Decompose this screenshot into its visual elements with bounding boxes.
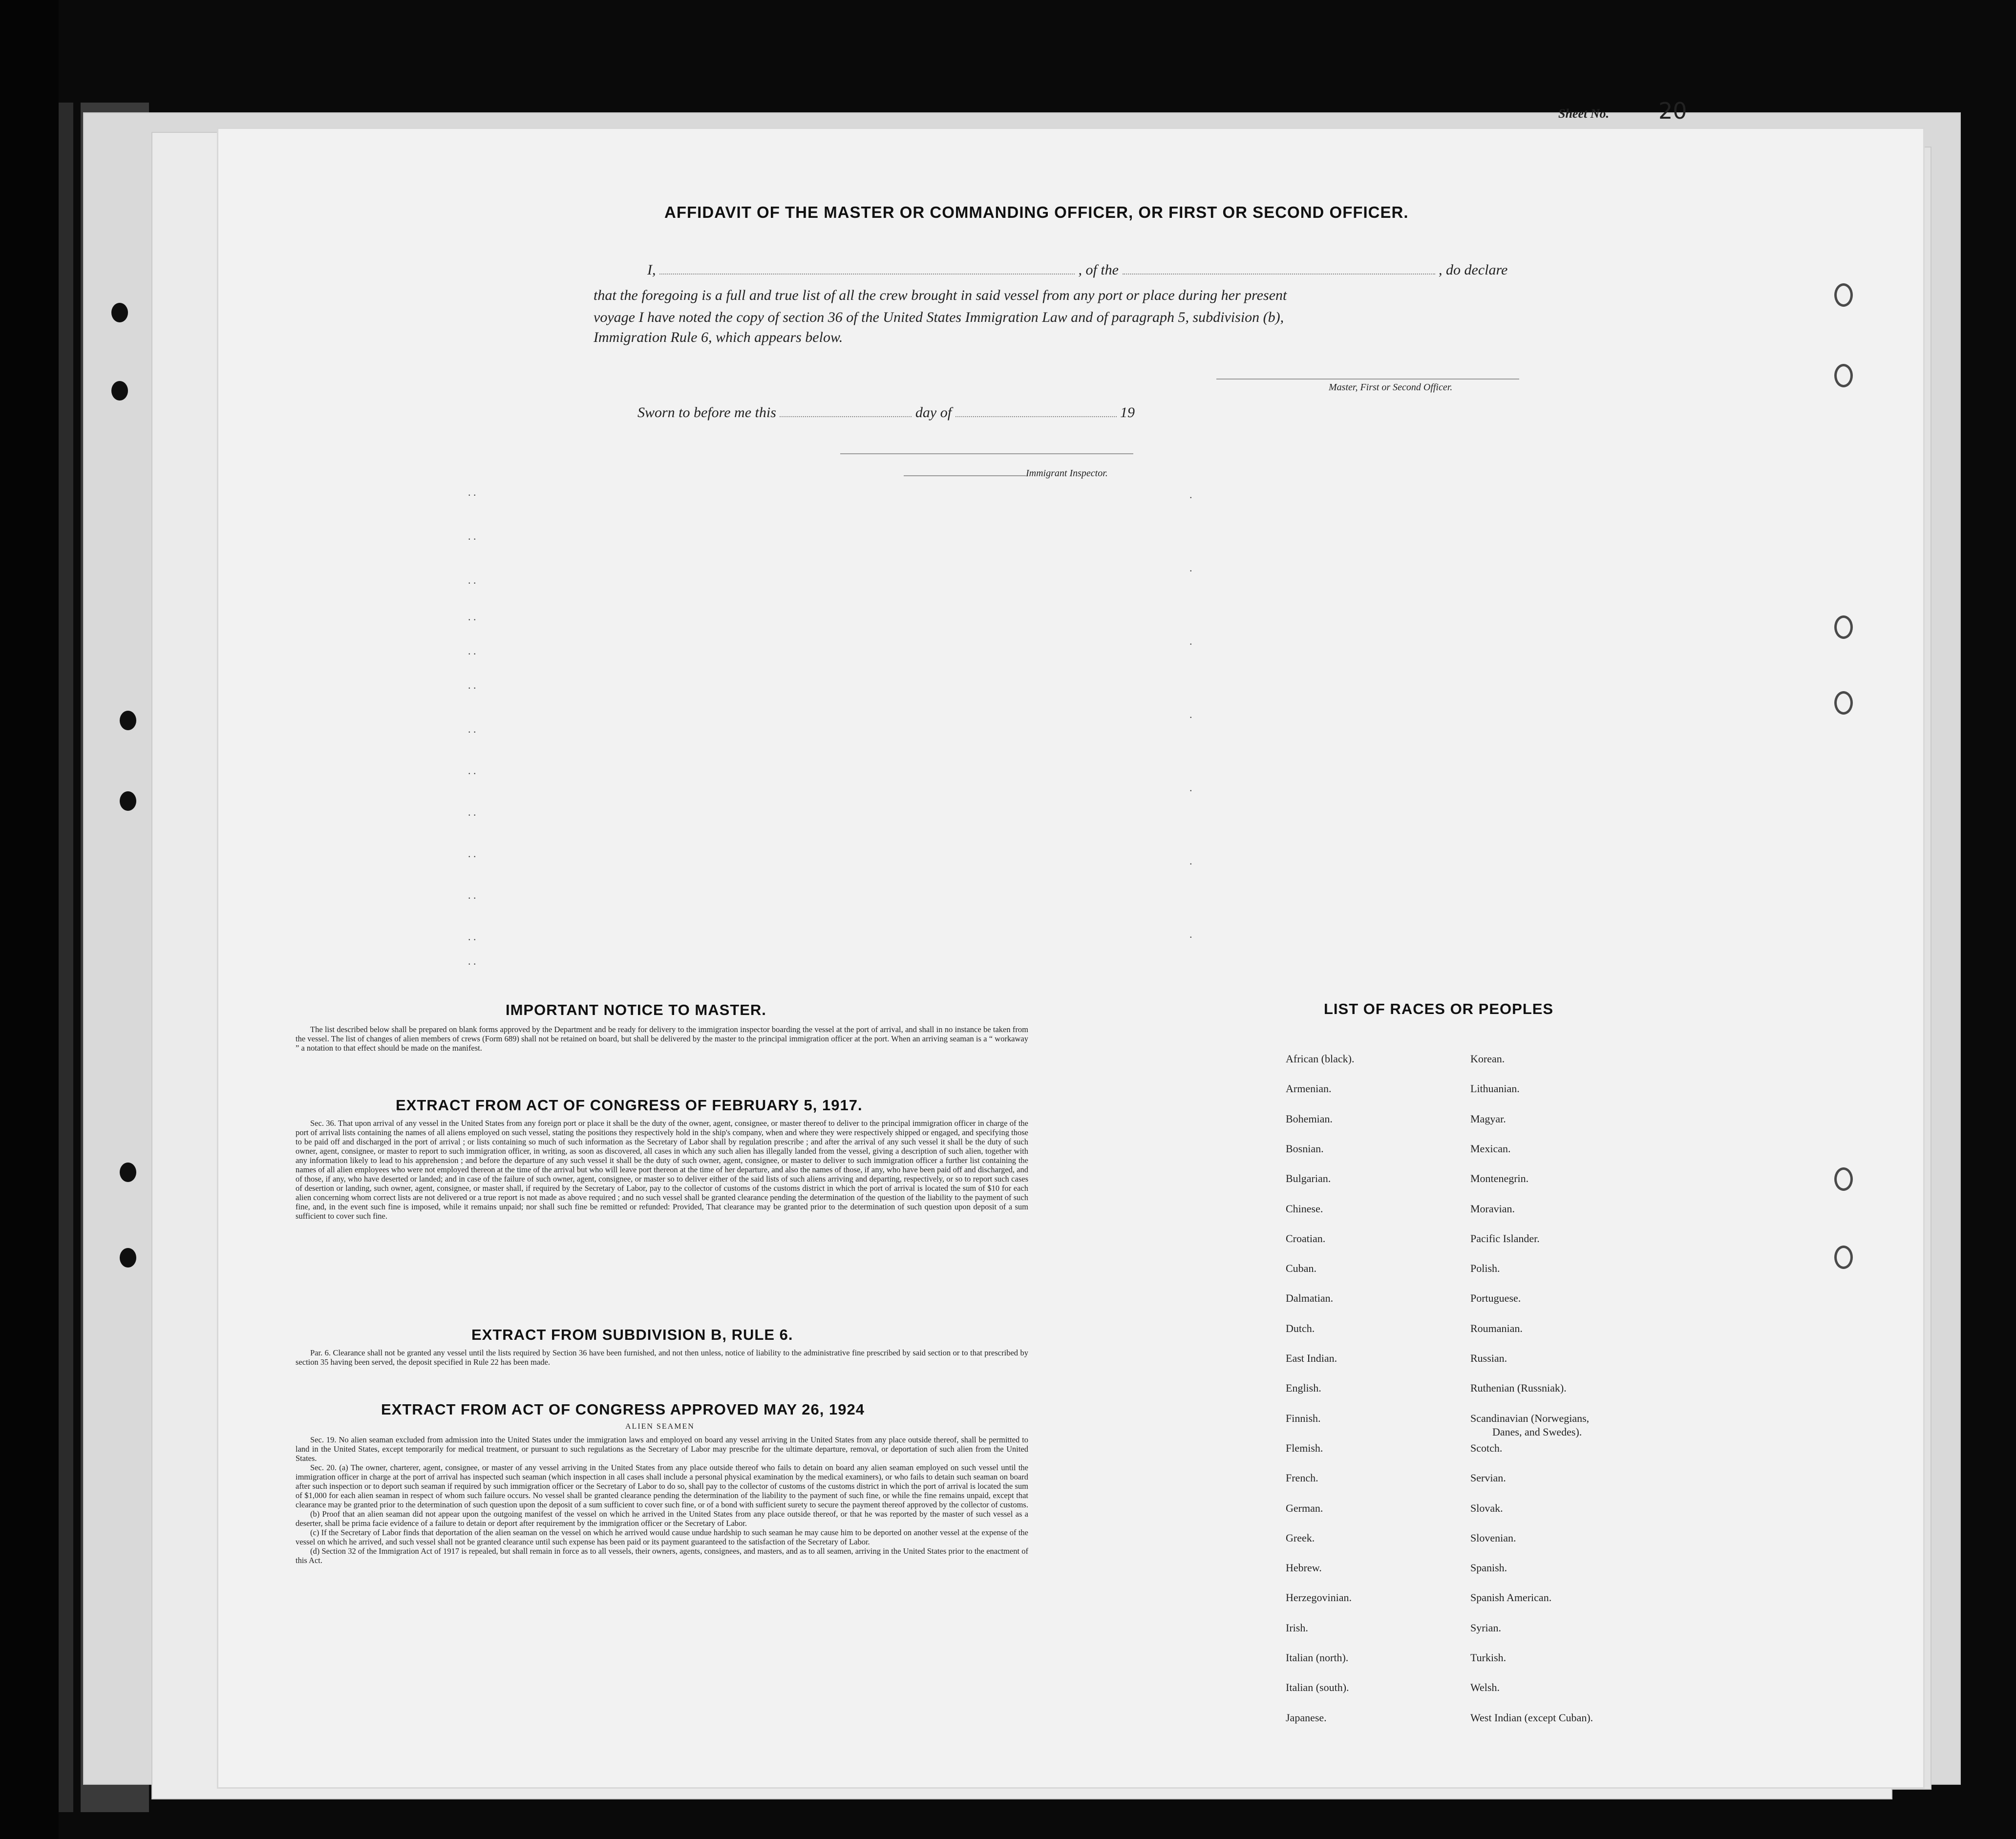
race-item: Cuban. (1286, 1262, 1316, 1274)
race-item: Scotch. (1470, 1442, 1503, 1454)
race-item: Portuguese. (1470, 1292, 1521, 1304)
sworn-month-field[interactable] (955, 416, 1117, 417)
column-dot: . (1189, 855, 1192, 867)
race-item: Montenegrin. (1470, 1172, 1529, 1184)
race-item: West Indian (except Cuban). (1470, 1712, 1593, 1724)
affidavit-i: I, (647, 262, 656, 278)
inspector-signature-label: Immigrant Inspector. (1026, 468, 1108, 479)
punch-hole (1834, 364, 1853, 387)
race-item: Pacific Islander. (1470, 1232, 1540, 1245)
race-item: Ruthenian (Russniak). (1470, 1382, 1567, 1394)
race-item: Moravian. (1470, 1203, 1515, 1215)
race-item: Welsh. (1470, 1681, 1500, 1693)
affidavit-line-4: Immigration Rule 6, which appears below. (594, 329, 843, 345)
column-dot: . (1189, 928, 1192, 940)
sworn-day-field[interactable] (780, 416, 912, 417)
punch-hole (1834, 615, 1853, 639)
punch-hole (111, 381, 128, 401)
race-item: Hebrew. (1286, 1562, 1322, 1574)
punch-hole (120, 1248, 136, 1268)
rule6-paragraph: Par. 6. Clearance shall not be granted any vessel until the lists required by Section 36 have been furnished, and not then unless, notice of liability to the administrative fine prescribed by said section or to that prescribed by section 35 having been served, the deposit specified in Rule 22 has been made. (296, 1348, 1028, 1367)
punch-hole (120, 711, 136, 730)
inspector-signature-line-2[interactable] (904, 475, 1026, 476)
race-item: Roumanian. (1470, 1322, 1523, 1334)
race-item: Magyar. (1470, 1113, 1506, 1125)
race-item: Danes, and Swedes). (1492, 1426, 1582, 1438)
race-item: East Indian. (1286, 1352, 1337, 1364)
column-dot: . . (468, 764, 476, 777)
extract-1924-subtitle: ALIEN SEAMEN (625, 1422, 695, 1431)
column-dot: . . (468, 806, 476, 818)
year-prefix: 19 (1120, 404, 1135, 421)
punch-hole (1834, 691, 1853, 715)
race-item: Russian. (1470, 1352, 1507, 1364)
column-dot: . . (468, 530, 476, 542)
affidavit-of-the: , of the (1078, 262, 1119, 278)
column-dot: . . (468, 611, 476, 623)
column-dot: . (1189, 782, 1192, 794)
race-item: Bohemian. (1286, 1113, 1333, 1125)
race-item: Armenian. (1286, 1082, 1332, 1095)
race-item: Korean. (1470, 1053, 1505, 1065)
column-dot: . . (468, 955, 476, 967)
race-item: Polish. (1470, 1262, 1500, 1274)
affidavit-title: AFFIDAVIT OF THE MASTER OR COMMANDING OFFICER, OR FIRST OR SECOND OFFICER. (664, 203, 1409, 221)
rule6-title: EXTRACT FROM SUBDIVISION B, RULE 6. (471, 1326, 793, 1343)
inspector-signature-line[interactable] (840, 453, 1133, 454)
column-dot: . . (468, 574, 476, 586)
race-item: Greek. (1286, 1532, 1315, 1544)
race-item: German. (1286, 1502, 1323, 1514)
race-item: Italian (north). (1286, 1651, 1349, 1664)
sworn-text: Sworn to before me this (637, 404, 776, 421)
extract-1924-paragraph: Sec. 20. (a) The owner, charterer, agent, consignee, or master of any vessel arriving in the United States from any place outside thereof who fails to detain on board any alien seaman employed on such vessel until the immigration officer in charge at the port of arrival has inspected such seaman (which inspection in all cases shall include a personal physical examination by the medical examiners), or who fails to detain such seaman on board after such inspection or to deport such seaman if required by such immigration officer or the Secretary of Labor to do so, shall pay to the collector of customs of the customs district in which the port of arrival is located the sum of $1,000 for each alien seaman in respect of whom such failure occurs. No vessel shall be granted clearance pending the determination of the liability to the payment of such fine, or while the fine remains unpaid, except that clearance may be granted prior to the determination of such question upon the deposit of a sum sufficient to cover such fine, or of a bond with sufficient surety to secure the payment thereof approved by the collector of customs. (296, 1463, 1028, 1509)
master-signature-line[interactable] (1216, 379, 1519, 380)
column-dot: . (1189, 708, 1192, 720)
rule6-text (296, 1348, 1028, 1367)
affidavit-declare: , do declare (1439, 262, 1508, 278)
punch-hole (111, 303, 128, 322)
column-dot: . . (468, 679, 476, 691)
punch-hole (1834, 1167, 1853, 1191)
race-item: Bosnian. (1286, 1142, 1324, 1155)
affidavit-line-3: voyage I have noted the copy of section 36 of the United States Immigration Law and of paragraph 5, subdivision (b), (594, 309, 1284, 325)
affidavit-line-2: that the foregoing is a full and true list of all the crew brought in said vessel from any port or place during her present (594, 287, 1287, 303)
race-item: Dutch. (1286, 1322, 1315, 1334)
binder-spine (0, 0, 59, 1839)
notice-paragraph: The list described below shall be prepared on blank forms approved by the Department and be ready for delivery to the immigration inspector boarding the vessel at the port of arrival, and shall in no instance be taken from the vessel. The list of changes of alien members of crews (Form 689) shall not be retained on board, but shall be delivered by the master to the principal immigration officer at the port. When an arriving seaman is a “ workaway ” a notation to that effect should be made on the manifest. (296, 1025, 1028, 1053)
race-item: Spanish. (1470, 1562, 1507, 1574)
race-item: Mexican. (1470, 1142, 1511, 1155)
column-dot: . . (468, 645, 476, 657)
vessel-name-field[interactable] (1123, 274, 1435, 275)
column-dot: . . (468, 723, 476, 735)
race-item: Bulgarian. (1286, 1172, 1331, 1184)
sworn-line (637, 404, 1135, 421)
column-dot: . (1189, 562, 1192, 574)
punch-hole (120, 1163, 136, 1182)
notice-title: IMPORTANT NOTICE TO MASTER. (506, 1001, 766, 1018)
extract-1924-paragraph: (d) Section 32 of the Immigration Act of 1917 is repealed, but shall remain in force as to all vessels, their owners, agents, consignees, and masters, and as to all seamen, arriving in the United States prior to the enactment of this Act. (296, 1546, 1028, 1565)
race-item: Dalmatian. (1286, 1292, 1334, 1304)
race-item: Italian (south). (1286, 1681, 1349, 1693)
master-name-field[interactable] (659, 274, 1075, 275)
race-item: Slovenian. (1470, 1532, 1516, 1544)
punch-hole (1834, 283, 1853, 307)
race-item: English. (1286, 1382, 1321, 1394)
extract-1917-text (296, 1119, 1028, 1221)
race-item: Lithuanian. (1470, 1082, 1520, 1095)
extract-1924-text (296, 1435, 1028, 1565)
race-item: French. (1286, 1472, 1318, 1484)
affidavit-line-1 (647, 262, 1507, 278)
punch-hole (120, 791, 136, 811)
binder-strip (59, 103, 73, 1812)
extract-1917-title: EXTRACT FROM ACT OF CONGRESS OF FEBRUARY 5, 1917. (396, 1097, 863, 1114)
extract-1924-title: EXTRACT FROM ACT OF CONGRESS APPROVED MAY 26, 1924 (381, 1401, 865, 1418)
column-dot: . . (468, 889, 476, 901)
extract-1924-paragraph: (b) Proof that an alien seaman did not appear upon the outgoing manifest of the vessel on which he arrived in the United States from any place outside thereof, or that he was reported by the master of such vessel as a deserter, shall be prima facie evidence of a failure to detain or deport after requirement by the immigration officer or the Secretary of Labor. (296, 1509, 1028, 1528)
race-item: Japanese. (1286, 1712, 1327, 1724)
extract-1924-paragraph: (c) If the Secretary of Labor finds that deportation of the alien seaman on the vessel on which he arrived would cause undue hardship to such seaman he may cause him to be deported on another vessel at the expense of the vessel on which he arrived, and such vessel shall not be granted clearance until such expense has been paid or its payment guaranteed to the satisfaction of the Secretary of Labor. (296, 1528, 1028, 1546)
race-item: Finnish. (1286, 1412, 1321, 1424)
column-dot: . . (468, 930, 476, 943)
master-signature-label: Master, First or Second Officer. (1329, 382, 1453, 393)
race-item: African (black). (1286, 1053, 1355, 1065)
extract-1924-paragraph: Sec. 19. No alien seaman excluded from admission into the United States under the immigration laws and employed on board any vessel arriving in the United States from any place outside thereof, shall be permitted to land in the United States, except temporarily for medical treatment, or pursuant to such regulations as the Secretary of Labor may prescribe for the ultimate departure, removal, or deportation of such alien from the United States. (296, 1435, 1028, 1463)
race-item: Irish. (1286, 1622, 1308, 1634)
race-item: Slovak. (1470, 1502, 1503, 1514)
race-item: Turkish. (1470, 1651, 1507, 1664)
race-item: Syrian. (1470, 1622, 1501, 1634)
race-item: Croatian. (1286, 1232, 1326, 1245)
races-title: LIST OF RACES OR PEOPLES (1324, 1000, 1554, 1017)
race-item: Herzegovinian. (1286, 1591, 1352, 1604)
race-item: Scandinavian (Norwegians, (1470, 1412, 1590, 1424)
extract-1917-paragraph: Sec. 36. That upon arrival of any vessel in the United States from any foreign port or place it shall be the duty of the owner, agent, consignee, or master thereof to deliver to the principal immigration officer in charge of the port of arrival lists containing the names of all aliens employed on such vessel, stating the positions they respectively hold in the ship's company, when and where they were respectively shipped or engaged, and specifying those to be paid off and discharged in the port of arrival ; or lists containing so much of such information as the Secretary of Labor shall by regulation prescribe ; and after the arrival of any such vessel it shall be the duty of such owner, agent, consignee, or master to report to such immigration officer, in writing, as soon as discovered, all cases in which any such alien has illegally landed from the vessel, giving a description of such alien, together with any information likely to lead to his apprehension ; and before the departure of any such vessel it shall be the duty of such owner, agent, consignee, or master to deliver to such immigration officer a further list containing the names of all alien employees who were not employed thereon at the time of the arrival but who will leave port thereon at the time of her departure, and also the names of those, if any, who have been paid off and discharged, and of those, if any, who have deserted or landed; and in case of the failure of such owner, agent, consignee, or master so to deliver either of the said lists of such aliens arriving and departing, respectively, or so to report such cases of desertion or landing, such owner, agent, consignee, or master shall, if required by the Secretary of Labor, pay to the collector of customs of the customs district in which the port of arrival is located the sum of $10 for each alien concerning whom correct lists are not delivered or a true report is not made as above required ; and no such vessel shall be granted clearance pending the determination of the question of the liability to the payment of such fine, and, in the event such fine is imposed, while it remains unpaid; nor shall such fine be remitted or refunded: Provided, That clearance may be granted prior to the determination of such question upon deposit of a sum sufficient to cover such fine. (296, 1119, 1028, 1221)
day-of-text: day of (915, 404, 952, 421)
column-dot: . . (468, 847, 476, 860)
sheet-number-value: 20 (1658, 98, 1687, 124)
punch-hole (1834, 1246, 1853, 1269)
race-item: Spanish American. (1470, 1591, 1552, 1604)
race-item: Servian. (1470, 1472, 1506, 1484)
column-dot: . (1189, 635, 1192, 647)
notice-text (296, 1025, 1028, 1053)
race-item: Flemish. (1286, 1442, 1323, 1454)
column-dot: . . (468, 486, 476, 498)
column-dot: . (1189, 488, 1192, 501)
sheet-number-label: Sheet No. (1558, 106, 1609, 121)
race-item: Chinese. (1286, 1203, 1323, 1215)
